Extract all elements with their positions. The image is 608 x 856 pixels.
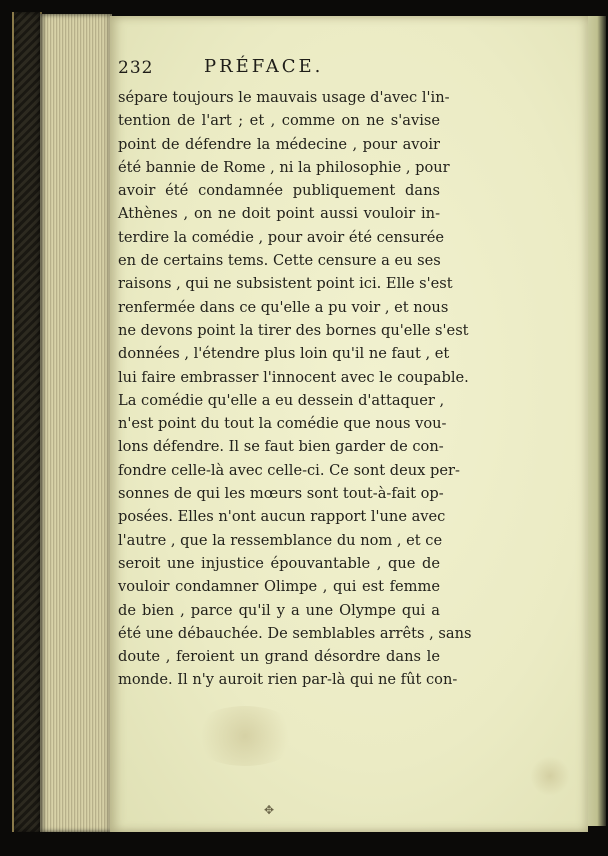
text-line: avoir été condamnée publiquement dans [118,182,440,200]
text-line: La comédie qu'elle a eu dessein d'attaquer , [118,391,445,409]
page-number: 232 [118,58,154,78]
text-line: Athènes , on ne doit point aussi vouloir in- [118,205,440,223]
text-line: doute , feroient un grand désordre dans le [118,648,440,666]
text-line: renfermée dans ce qu'elle a pu voir , et nous [118,298,449,316]
text-line: en de certains tems. Cette censure a eu ses [118,252,441,270]
text-line: fondre celle-là avec celle-ci. Ce sont deux per- [118,461,460,479]
text-line: de bien , parce qu'il y a une Olympe qui a [118,601,440,619]
text-line: été une débauchée. De semblables arrêts , sans [118,624,472,642]
text-line: tention de l'art ; et , comme on ne s'avise [118,112,440,130]
text-line: n'est point du tout la comédie que nous vou- [118,415,447,433]
text-line: données , l'étendre plus loin qu'il ne faut , et [118,345,450,363]
paper-stain [530,756,570,796]
paper-stain [190,706,300,766]
text-line: vouloir condamner Olimpe , qui est femme [118,578,440,596]
text-line: sonnes de qui les mœurs sont tout-à-fait op- [118,485,444,503]
text-line: point de défendre la médecine , pour avoir [118,135,440,153]
text-line: été bannie de Rome , ni la philosophie , pour [118,158,450,176]
text-line: seroit une injustice épouvantable , que de [118,554,440,572]
decorative-mark: ✥ [264,803,275,817]
text-line: posées. Elles n'ont aucun rapport l'une avec [118,508,446,526]
text-line: terdire la comédie , pour avoir été censurée [118,228,445,246]
book-spine [12,12,42,832]
page-edges-left [40,14,112,832]
text-line: monde. Il n'y auroit rien par-là qui ne fût con- [118,671,458,689]
text-line: raisons , qui ne subsistent point ici. Elle s'est [118,275,453,293]
running-head: PRÉFACE. [204,56,324,77]
page-header [118,56,448,84]
text-line: ne devons point la tirer des bornes qu'elle s'est [118,321,469,339]
text-line: lons défendre. Il se faut bien garder de con- [118,438,444,456]
text-line: sépare toujours le mauvais usage d'avec l'in- [118,89,450,106]
text-line: l'autre , que la ressemblance du nom , et ce [118,531,443,549]
body-text [118,86,472,692]
text-line: lui faire embrasser l'innocent avec le coupable. [118,368,469,386]
